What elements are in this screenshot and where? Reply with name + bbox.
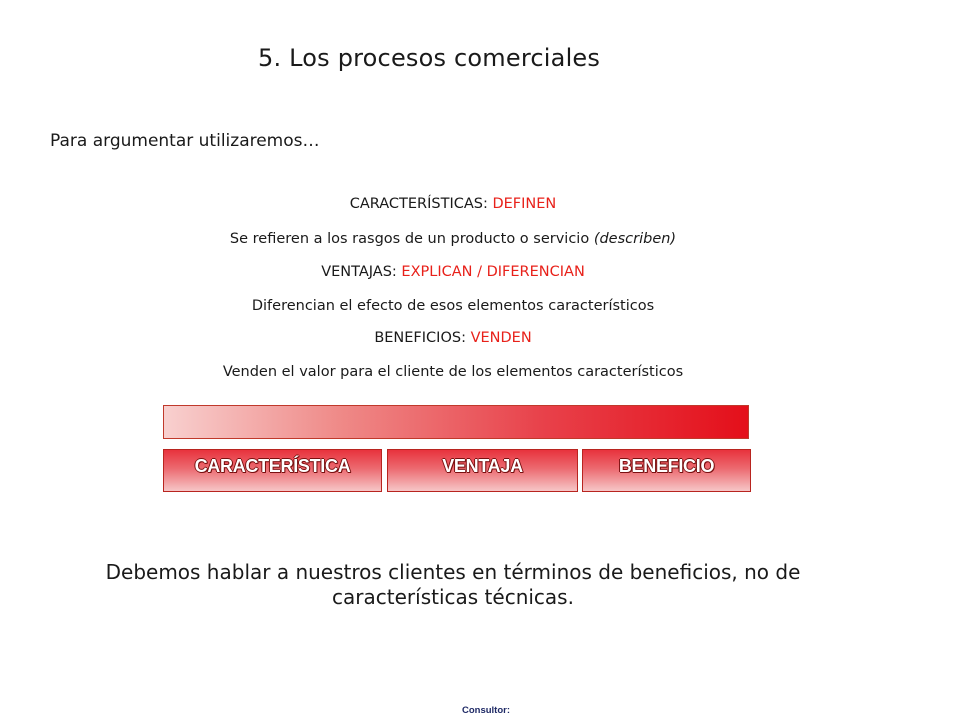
ventaja-box bbox=[387, 449, 578, 492]
ventajas-keyword: EXPLICAN / DIFERENCIAN bbox=[401, 264, 585, 280]
caracteristica-box-label: CARACTERÍSTICA bbox=[194, 456, 351, 476]
beneficios-label: BENEFICIOS: bbox=[374, 330, 471, 346]
slide-title: 5. Los procesos comerciales bbox=[258, 44, 601, 72]
conclusion-line-1: Debemos hablar a nuestros clientes en términos de beneficios, no de bbox=[105, 560, 801, 584]
ventaja-box-label: VENTAJA bbox=[442, 456, 523, 476]
caracteristicas-description bbox=[0, 231, 906, 247]
ventajas-description: Diferencian el efecto de esos elementos característicos bbox=[251, 298, 655, 314]
beneficios-description: Venden el valor para el cliente de los elementos característicos bbox=[222, 364, 684, 380]
caracteristicas-description-italic: (describen) bbox=[593, 231, 677, 247]
intro-text: Para argumentar utilizaremos… bbox=[50, 131, 320, 151]
caracteristicas-label: CARACTERÍSTICAS: bbox=[349, 196, 493, 212]
caracteristicas-description-text: Se refieren a los rasgos de un producto o servicio bbox=[229, 231, 594, 247]
beneficio-box-label: BENEFICIO bbox=[618, 456, 715, 476]
beneficios-heading bbox=[0, 330, 906, 346]
conclusion-line-2: características técnicas. bbox=[332, 585, 574, 609]
footer-consultor: Consultor: bbox=[461, 705, 511, 716]
beneficios-keyword: VENDEN bbox=[470, 330, 532, 346]
ventajas-label: VENTAJAS: bbox=[321, 264, 402, 280]
ventajas-heading bbox=[0, 264, 906, 280]
caracteristicas-keyword: DEFINEN bbox=[492, 196, 557, 212]
gradient-band bbox=[163, 405, 749, 439]
caracteristicas-heading bbox=[0, 196, 906, 212]
conclusion-text bbox=[0, 560, 906, 610]
caracteristica-box bbox=[163, 449, 382, 492]
beneficio-box bbox=[582, 449, 751, 492]
